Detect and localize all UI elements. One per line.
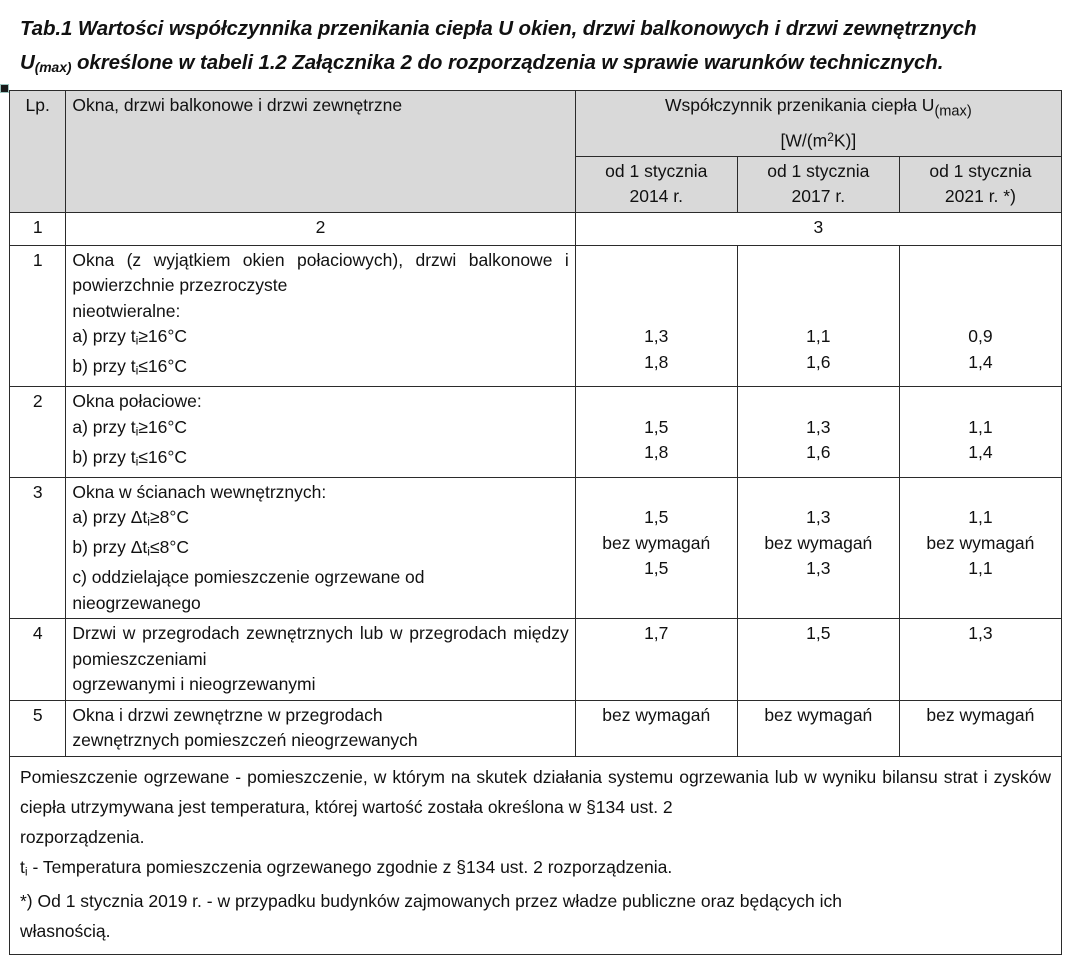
value-a: 1,3 <box>806 416 831 437</box>
row-item-c-last-line: nieogrzewanego <box>72 592 201 613</box>
caption-u-symbol: U <box>20 51 35 74</box>
row-item-b <box>72 535 568 565</box>
row-value-2021 <box>899 387 1061 477</box>
header-unit-post: K)] <box>833 130 857 151</box>
footnote-line: bilansu strat i zysków ciepła utrzymywana jest temperatura, której wartość została określona w §134 ust. 2 <box>20 766 1052 817</box>
value-a: 1,5 <box>644 507 669 528</box>
table-row <box>10 700 1062 756</box>
row-value-2017: bez wymagań <box>737 700 899 756</box>
row-description <box>66 477 575 618</box>
row-item-a-post: ≥16°C <box>138 326 188 347</box>
table-head <box>10 91 1062 213</box>
header-group-text: Współczynnik przenikania ciepła U <box>665 95 935 116</box>
column-number-row <box>10 212 1062 245</box>
row-value-2017 <box>737 477 899 618</box>
table-row <box>10 619 1062 701</box>
row-value-2014: 1,7 <box>575 619 737 701</box>
row-lp: 3 <box>10 477 66 618</box>
row-item-b-pre: b) przy Δt <box>72 537 148 558</box>
row-item-a <box>72 324 568 354</box>
row-item-a-post: ≥16°C <box>138 416 188 437</box>
footnote-definition <box>20 762 1051 852</box>
caption-line-1: Tab.1 Wartości współczynnika przenikania ciepła U okien, drzwi balkonowych i drzwi zewnętrznych <box>20 17 977 40</box>
colnum-1: 1 <box>10 212 66 245</box>
value-b: 1,6 <box>806 442 831 463</box>
row-value-2021 <box>899 245 1061 386</box>
u-values-table <box>9 90 1062 756</box>
row-item-a-subscript: i <box>147 514 150 529</box>
value-c: 1,1 <box>968 558 993 579</box>
footnote-asterisk <box>20 886 1051 946</box>
row-description <box>66 619 575 701</box>
row-lp: 4 <box>10 619 66 701</box>
table-footnotes <box>9 757 1062 955</box>
value-a: 1,1 <box>968 416 993 437</box>
header-coefficient-group <box>575 91 1061 157</box>
header-description: Okna, drzwi balkonowe i drzwi zewnętrzne <box>66 91 575 213</box>
value-a: 1,3 <box>644 326 669 347</box>
value-b: 1,4 <box>968 442 993 463</box>
footnote-ti-line <box>20 852 1051 886</box>
value-b: 1,8 <box>644 442 669 463</box>
header-row-main <box>10 91 1062 157</box>
table-row <box>10 477 1062 618</box>
footnote-line: *) Od 1 stycznia 2019 r. - w przypadku budynków zajmowanych przez władze publiczne oraz będących ich <box>20 890 842 911</box>
footnote-ti-symbol: t <box>20 856 25 877</box>
row-description <box>66 245 575 386</box>
row-desc-last-line: Okna połaciowe: <box>72 391 202 412</box>
row-lp: 1 <box>10 245 66 386</box>
row-value-2014 <box>575 245 737 386</box>
row-desc-line: balkonowe i powierzchnie przezroczyste <box>72 249 569 296</box>
value-a: 0,9 <box>968 326 993 347</box>
table-row <box>10 387 1062 477</box>
header-group-line-1 <box>582 93 1055 125</box>
footnote-line: Pomieszczenie ogrzewane - pomieszczenie, w którym na skutek działania systemu ogrzewania lub w wyniku <box>20 766 877 787</box>
row-item-a-pre: a) przy t <box>72 416 136 437</box>
row-item-a <box>72 415 568 445</box>
row-item-a-pre: a) przy t <box>72 326 136 347</box>
header-year-2021-line-1: od 1 stycznia <box>929 160 1032 181</box>
footnote-ti <box>20 852 1051 886</box>
row-desc-line: Okna (z wyjątkiem okien połaciowych), drzwi <box>72 249 457 270</box>
row-item-b-subscript: i <box>135 363 139 378</box>
row-desc-line: przegrodach między pomieszczeniami <box>72 623 569 669</box>
row-item-b-subscript: i <box>147 544 150 559</box>
row-lp: 2 <box>10 387 66 477</box>
row-item-b-post: ≤8°C <box>150 537 189 558</box>
row-lp: 5 <box>10 700 66 756</box>
header-year-2017 <box>737 156 899 212</box>
table-body <box>10 212 1062 756</box>
header-group-line-2 <box>582 125 1055 154</box>
colnum-2: 2 <box>66 212 575 245</box>
row-value-2017: 1,5 <box>737 619 899 701</box>
row-item-b <box>72 445 568 475</box>
header-group-subscript: (max) <box>934 103 972 120</box>
row-description <box>66 387 575 477</box>
value-a: 1,1 <box>806 326 831 347</box>
table-container <box>0 90 1068 955</box>
table-caption <box>0 0 1068 84</box>
header-year-2014-line-1: od 1 stycznia <box>605 160 708 181</box>
row-item-b <box>72 354 568 384</box>
footnote-last-line: własnością. <box>20 920 111 941</box>
value-c: 1,3 <box>806 558 831 579</box>
row-value-2021: bez wymagań <box>899 700 1061 756</box>
row-desc-line: Drzwi w przegrodach zewnętrznych lub w <box>72 623 403 644</box>
value-b: 1,4 <box>968 351 993 372</box>
value-b: bez wymagań <box>926 532 1035 553</box>
row-desc-last-line: zewnętrznych pomieszczeń nieogrzewanych <box>72 730 418 751</box>
header-year-2014-line-2: 2014 r. <box>629 186 684 207</box>
caption-line-2-rest: określone w tabeli 1.2 Załącznika 2 do rozporządzenia w sprawie warunków technicznych. <box>71 51 944 74</box>
footnote-last-line: rozporządzenia. <box>20 826 145 847</box>
row-item-c-line: c) oddzielające pomieszczenie ogrzewane od <box>72 567 425 588</box>
row-item-a <box>72 505 568 535</box>
value-c: 1,5 <box>644 558 669 579</box>
row-value-2017 <box>737 245 899 386</box>
row-item-a-subscript: i <box>135 333 139 348</box>
header-year-2017-line-1: od 1 stycznia <box>767 160 870 181</box>
row-desc-last-line: nieotwieralne: <box>72 300 181 321</box>
value-b: bez wymagań <box>602 532 711 553</box>
row-item-a-post: ≥8°C <box>150 507 189 528</box>
row-value-2021: 1,3 <box>899 619 1061 701</box>
table-row <box>10 245 1062 386</box>
header-year-2021 <box>899 156 1061 212</box>
row-desc-line: Okna i drzwi zewnętrzne w przegrodach <box>72 704 383 725</box>
selection-handle[interactable] <box>0 84 9 93</box>
colnum-3: 3 <box>575 212 1061 245</box>
row-item-a-subscript: i <box>135 424 139 439</box>
header-unit-pre: [W/(m <box>780 130 828 151</box>
row-item-b-pre: b) przy t <box>72 356 136 377</box>
header-year-2017-line-2: 2017 r. <box>791 186 846 207</box>
row-desc-last-line: Okna w ścianach wewnętrznych: <box>72 481 327 502</box>
row-item-b-post: ≤16°C <box>138 446 188 467</box>
footnote-ti-text: - Temperatura pomieszczenia ogrzewanego zgodnie z §134 ust. 2 rozporządzenia. <box>27 856 673 877</box>
row-value-2014 <box>575 477 737 618</box>
row-value-2014: bez wymagań <box>575 700 737 756</box>
header-year-2014 <box>575 156 737 212</box>
row-value-2014 <box>575 387 737 477</box>
caption-line-2 <box>20 46 1056 84</box>
value-b: 1,8 <box>644 351 669 372</box>
footnote-ti-subscript: i <box>24 863 28 878</box>
header-year-2021-line-2: 2021 r. *) <box>944 186 1016 207</box>
value-b: bez wymagań <box>764 532 873 553</box>
value-a: 1,1 <box>968 507 993 528</box>
row-item-b-subscript: i <box>135 454 139 469</box>
header-unit-exponent: 2 <box>827 130 834 145</box>
row-value-2021 <box>899 477 1061 618</box>
value-a: 1,5 <box>644 416 669 437</box>
row-description <box>66 700 575 756</box>
value-b: 1,6 <box>806 351 831 372</box>
caption-u-subscript: (max) <box>34 59 72 76</box>
row-item-b-post: ≤16°C <box>138 356 188 377</box>
value-a: 1,3 <box>806 507 831 528</box>
row-desc-last-line: ogrzewanymi i nieogrzewanymi <box>72 674 316 695</box>
row-value-2017 <box>737 387 899 477</box>
row-item-b-pre: b) przy t <box>72 446 136 467</box>
row-item-a-pre: a) przy Δt <box>72 507 148 528</box>
header-lp: Lp. <box>10 91 66 213</box>
